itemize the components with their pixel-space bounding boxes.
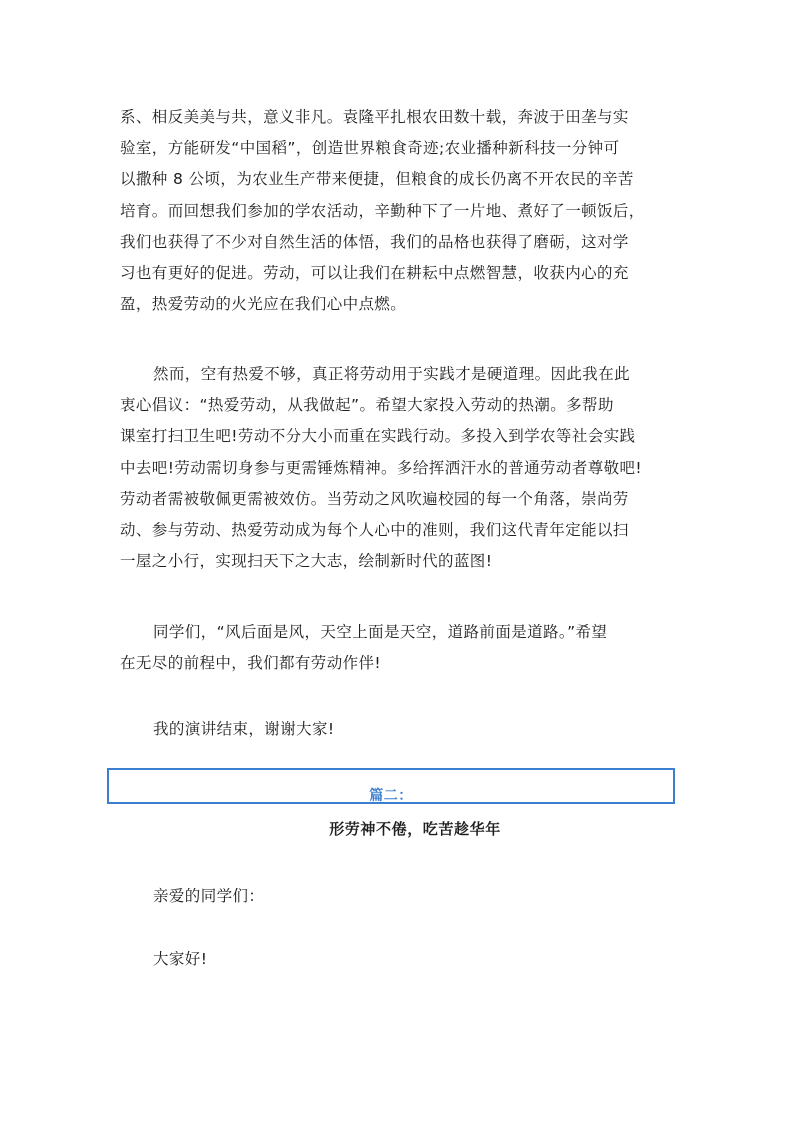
text-line: 中去吧!劳动需切身参与更需锤炼精神。多给挥洒汗水的普通劳动者尊敬吧! bbox=[120, 458, 643, 477]
text-line: 培育。而回想我们参加的学农活动，辛勤种下了一片地、煮好了一顿饭后， bbox=[120, 201, 645, 220]
text-line: 验室，方能研发“中国稻”，创造世界粮食奇迹;农业播种新科技一分钟可 bbox=[120, 139, 620, 158]
text-line: 然而，空有热爱不够，真正将劳动用于实践才是硬道理。因此我在此 bbox=[153, 365, 631, 383]
text-line: 一屋之小行，实现扫天下之大志，绘制新时代的蓝图! bbox=[120, 552, 493, 571]
greeting-line: 亲爱的同学们： bbox=[153, 887, 265, 905]
text-line: 同学们，“风后面是风，天空上面是天空，道路前面是道路。”希望 bbox=[153, 623, 608, 641]
paragraph-1 bbox=[120, 102, 680, 320]
text-line: 盈，热爱劳动的火光应在我们心中点燃。 bbox=[120, 295, 407, 314]
paragraph-2 bbox=[120, 359, 680, 577]
section-header-box bbox=[107, 768, 675, 804]
text-line: 以撒种 8 公顷，为农业生产带来便捷，但粮食的成长仍离不开农民的辛苦 bbox=[120, 170, 634, 189]
closing-line: 我的演讲结束，谢谢大家! bbox=[153, 720, 335, 738]
speech-title: 形劳神不倦，吃苦趁华年 bbox=[329, 820, 501, 838]
text-line: 系、相反美美与共，意义非凡。袁隆平扎根农田数十载，奔波于田垄与实 bbox=[120, 108, 629, 126]
text-line: 课室打扫卫生吧!劳动不分大小而重在实践行动。多投入到学农等社会实践 bbox=[120, 427, 636, 446]
text-line: 劳动者需被敬佩更需被效仿。当劳动之风吹遍校园的每一个角落，崇尚劳 bbox=[120, 489, 629, 508]
text-line: 动、参与劳动、热爱劳动成为每个人心中的准则，我们这代青年定能以扫 bbox=[120, 521, 629, 540]
paragraph-3 bbox=[120, 617, 680, 679]
section-label: 篇二： bbox=[369, 788, 413, 804]
text-line: 习也有更好的促进。劳动，可以让我们在耕耘中点燃智慧，收获内心的充 bbox=[120, 264, 629, 283]
text-line: 衷心倡议：“热爱劳动，从我做起”。希望大家投入劳动的热潮。多帮助 bbox=[120, 396, 614, 415]
text-line: 我们也获得了不少对自然生活的体悟，我们的品格也获得了磨砺，这对学 bbox=[120, 232, 629, 251]
hello-line: 大家好! bbox=[153, 950, 208, 968]
text-line: 在无尽的前程中，我们都有劳动作伴! bbox=[120, 654, 382, 673]
